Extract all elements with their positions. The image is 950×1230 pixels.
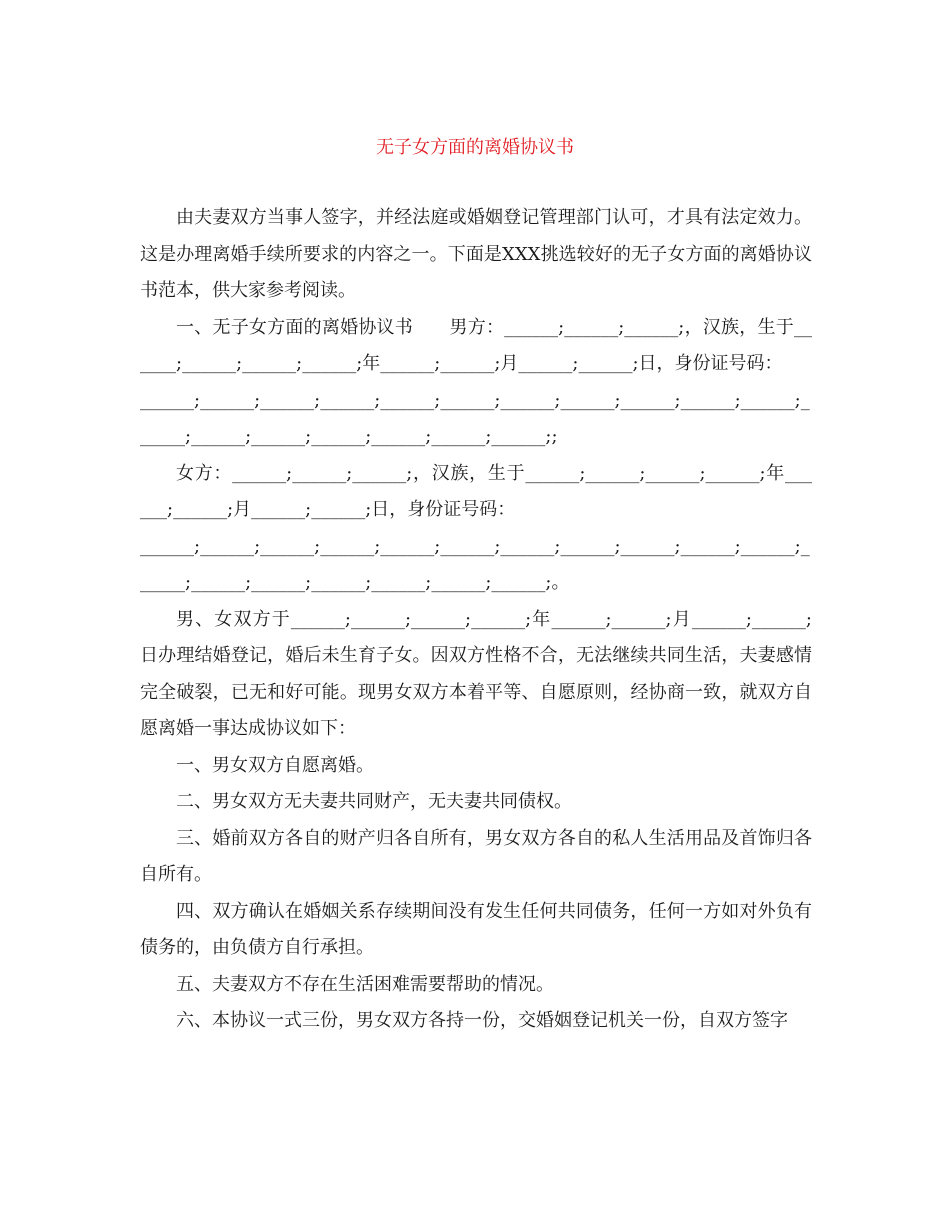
paragraph-female-id-blanks: ______;______;______;______;______;______;______;______;______;______;______;______;______;______;______;______;______;______;。 <box>140 535 810 593</box>
paragraph-clause-1: 一、男女双方自愿离婚。 <box>176 754 374 776</box>
document-body <box>140 200 812 1040</box>
paragraph-clause-5: 五、夫妻双方不存在生活困难需要帮助的情况。 <box>176 973 554 995</box>
document-title: 无子女方面的离婚协议书 <box>376 137 574 158</box>
paragraph-clause-3: 三、婚前双方各自的财产归各自所有，男女双方各自的私人生活用品及首饰归各自所有。 <box>140 827 812 885</box>
paragraph-male-party: 一、无子女方面的离婚协议书 男方：______;______;______;，汉族，生于______;______;______;______;年______;______;月______;______;日，身份证号码： <box>140 316 812 374</box>
paragraph-clause-6: 六、本协议一式三份，男女双方各持一份，交婚姻登记机关一份，自双方签字 <box>176 1010 788 1031</box>
paragraph-male-id-blanks: ______;______;______;______;______;______;______;______;______;______;______;______;______;______;______;______;______;______;; <box>140 389 810 447</box>
paragraph-intro: 由夫妻双方当事人签字，并经法庭或婚姻登记管理部门认可，才具有法定效力。这是办理离婚手续所要求的内容之一。下面是XXX挑选较好的无子女方面的离婚协议书范本，供大家参考阅读。 <box>140 207 812 301</box>
paragraph-female-party: 女方：______;______;______;，汉族，生于______;______;______;______;年______;______;月______;______;日，身份证号码： <box>140 462 812 520</box>
paragraph-marriage-info: 男、女双方于______;______;______;______;年______;______;月______;______;日办理结婚登记，婚后未生育子女。因双方性格不合，无法继续共同生活，夫妻感情完全破裂，已无和好可能。现男女双方本着平等、自愿原则，经协商一致，就双方自愿离婚一事达成协议如下： <box>140 608 812 739</box>
paragraph-clause-4: 四、双方确认在婚姻关系存续期间没有发生任何共同债务，任何一方如对外负有债务的，由负债方自行承担。 <box>140 900 812 958</box>
paragraph-clause-2: 二、男女双方无夫妻共同财产，无夫妻共同债权。 <box>176 791 572 812</box>
